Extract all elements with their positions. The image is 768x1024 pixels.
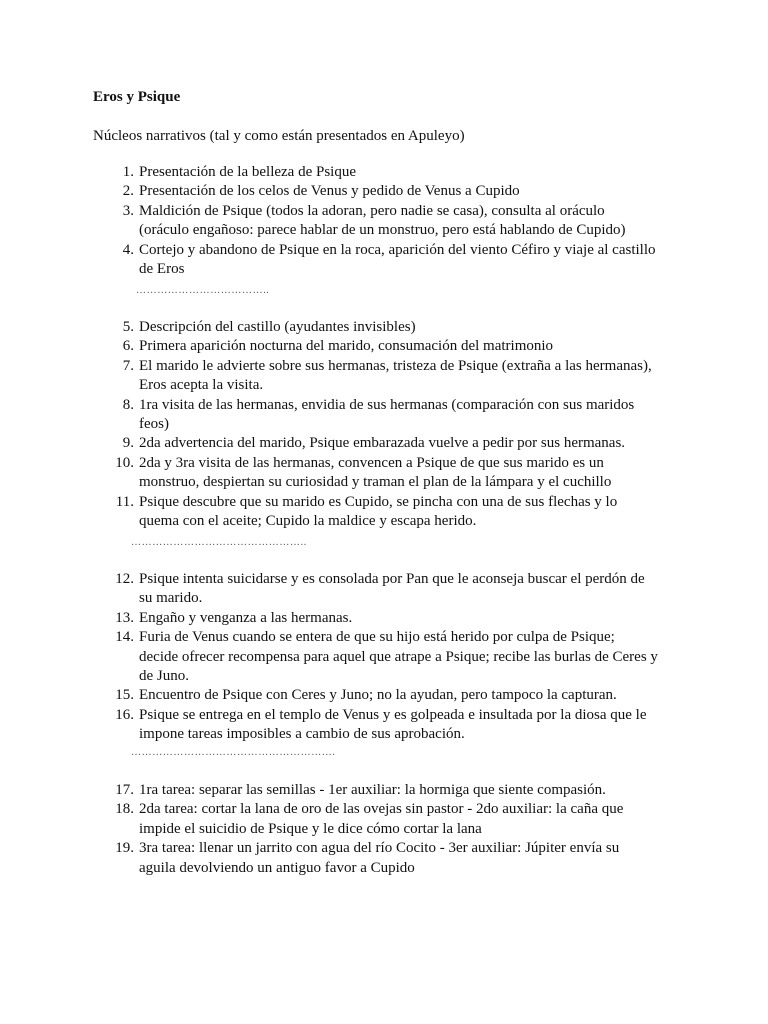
list-item xyxy=(0,706,768,745)
item-line: quema con el aceite; Cupido la maldice y escapa herido. xyxy=(139,513,477,530)
list-item xyxy=(0,163,768,182)
item-number: 15. xyxy=(115,687,134,704)
item-text xyxy=(139,396,684,435)
item-number: 2. xyxy=(122,183,134,200)
item-line: El marido le advierte sobre sus hermanas, tristeza de Psique (extraña a las hermanas), xyxy=(139,357,652,374)
item-line: de Juno. xyxy=(139,668,189,685)
item-number: 5. xyxy=(122,319,134,335)
item-line: Psique se entrega en el templo de Venus y es golpeada e insultada por la diosa que le xyxy=(139,706,647,723)
item-line: monstruo, despiertan su curiosidad y traman el plan de la lámpara y el cuchillo xyxy=(139,474,612,491)
item-number: 10. xyxy=(115,454,134,471)
item-text xyxy=(139,357,684,396)
item-line: Eros acepta la visita. xyxy=(139,377,264,394)
item-text xyxy=(139,318,684,337)
item-number: 13. xyxy=(115,609,134,626)
list-item xyxy=(0,318,768,337)
list-item xyxy=(0,357,768,396)
item-number: 12. xyxy=(115,571,134,587)
item-line: de Eros xyxy=(139,261,185,278)
item-number: 9. xyxy=(122,435,134,452)
item-line: Cortejo y abandono de Psique en la roca, aparición del viento Céfiro y viaje al castillo xyxy=(139,241,656,258)
list-item xyxy=(0,182,768,201)
item-text xyxy=(139,493,684,532)
section-separator: ……………………………….. xyxy=(136,285,270,296)
item-line: Presentación de los celos de Venus y pedido de Venus a Cupido xyxy=(139,183,520,200)
item-text xyxy=(139,686,684,705)
item-number: 4. xyxy=(122,241,134,258)
item-line: decide ofrecer recompensa para aquel que atrape a Psique; recibe las burlas de Ceres y xyxy=(139,648,658,665)
item-line: impide el suicidio de Psique y le dice cómo cortar la lana xyxy=(139,820,482,837)
item-line: Primera aparición nocturna del marido, consumación del matrimonio xyxy=(139,338,554,355)
section-separator: ………………………………………….. xyxy=(131,537,307,548)
list-item xyxy=(0,609,768,628)
item-text xyxy=(139,781,684,800)
item-text xyxy=(139,628,684,686)
list-item xyxy=(0,493,768,532)
item-number: 3. xyxy=(122,202,134,219)
list-item xyxy=(0,396,768,435)
section-1-list xyxy=(0,163,768,279)
list-item xyxy=(0,628,768,686)
list-item xyxy=(0,800,768,839)
item-number: 19. xyxy=(115,840,134,857)
item-text xyxy=(139,706,684,745)
item-number: 11. xyxy=(115,493,134,510)
list-item xyxy=(0,839,768,878)
item-text xyxy=(139,800,684,839)
item-number: 16. xyxy=(115,706,134,723)
item-number: 14. xyxy=(115,629,134,646)
item-text xyxy=(139,839,684,878)
item-text xyxy=(139,454,684,493)
section-separator: …………………………………………………. xyxy=(131,747,336,758)
item-text xyxy=(139,202,684,241)
item-line: impone tareas imposibles a cambio de sus aprobación. xyxy=(139,726,465,743)
item-line: 1ra visita de las hermanas, envidia de sus hermanas (comparación con sus maridos xyxy=(139,396,635,413)
document-title: Eros y Psique xyxy=(93,89,181,105)
item-text xyxy=(139,182,684,201)
item-text xyxy=(139,163,684,182)
list-item xyxy=(0,337,768,356)
section-3-list xyxy=(0,570,768,745)
list-item xyxy=(0,434,768,453)
item-text xyxy=(139,241,684,280)
item-line: feos) xyxy=(139,416,169,433)
section-2-list xyxy=(0,318,768,531)
item-text xyxy=(139,570,684,609)
item-number: 17. xyxy=(115,782,134,798)
item-line: Engaño y venganza a las hermanas. xyxy=(139,609,353,626)
section-4-list xyxy=(0,781,768,878)
item-number: 8. xyxy=(122,396,134,413)
item-text xyxy=(139,609,684,628)
item-line: Descripción del castillo (ayudantes invisibles) xyxy=(139,319,416,335)
item-number: 18. xyxy=(115,801,134,818)
document-subtitle: Núcleos narrativos (tal y como están presentados en Apuleyo) xyxy=(93,128,465,144)
list-item xyxy=(0,454,768,493)
item-line: Psique intenta suicidarse y es consolada por Pan que le aconseja buscar el perdón de xyxy=(139,571,645,587)
item-text xyxy=(139,434,684,453)
item-line: Encuentro de Psique con Ceres y Juno; no la ayudan, pero tampoco la capturan. xyxy=(139,687,617,704)
list-item xyxy=(0,202,768,241)
item-line: 2da advertencia del marido, Psique embarazada vuelve a pedir por sus hermanas. xyxy=(139,435,626,452)
item-number: 1. xyxy=(122,164,134,180)
item-line: Furia de Venus cuando se entera de que su hijo está herido por culpa de Psique; xyxy=(139,629,615,646)
item-line: aguila devolviendo un antiguo favor a Cupido xyxy=(139,859,415,876)
item-line: su marido. xyxy=(139,590,203,607)
item-line: 2da y 3ra visita de las hermanas, convencen a Psique de que sus marido es un xyxy=(139,454,604,471)
item-text xyxy=(139,337,684,356)
list-item xyxy=(0,570,768,609)
list-item xyxy=(0,686,768,705)
list-item xyxy=(0,781,768,800)
item-line: 1ra tarea: separar las semillas - 1er auxiliar: la hormiga que siente compasión. xyxy=(139,782,606,798)
item-line: Maldición de Psique (todos la adoran, pero nadie se casa), consulta al oráculo xyxy=(139,202,605,219)
list-item xyxy=(0,241,768,280)
item-line: Presentación de la belleza de Psique xyxy=(139,164,357,180)
item-number: 6. xyxy=(122,338,134,355)
item-line: 3ra tarea: llenar un jarrito con agua del río Cocito - 3er auxiliar: Júpiter envía su xyxy=(139,840,620,857)
item-number: 7. xyxy=(122,357,134,374)
item-line: 2da tarea: cortar la lana de oro de las ovejas sin pastor - 2do auxiliar: la caña que xyxy=(139,801,624,818)
item-line: Psique descubre que su marido es Cupido, se pincha con una de sus flechas y lo xyxy=(139,493,618,510)
item-line: (oráculo engañoso: parece hablar de un monstruo, pero está hablando de Cupido) xyxy=(139,222,626,239)
